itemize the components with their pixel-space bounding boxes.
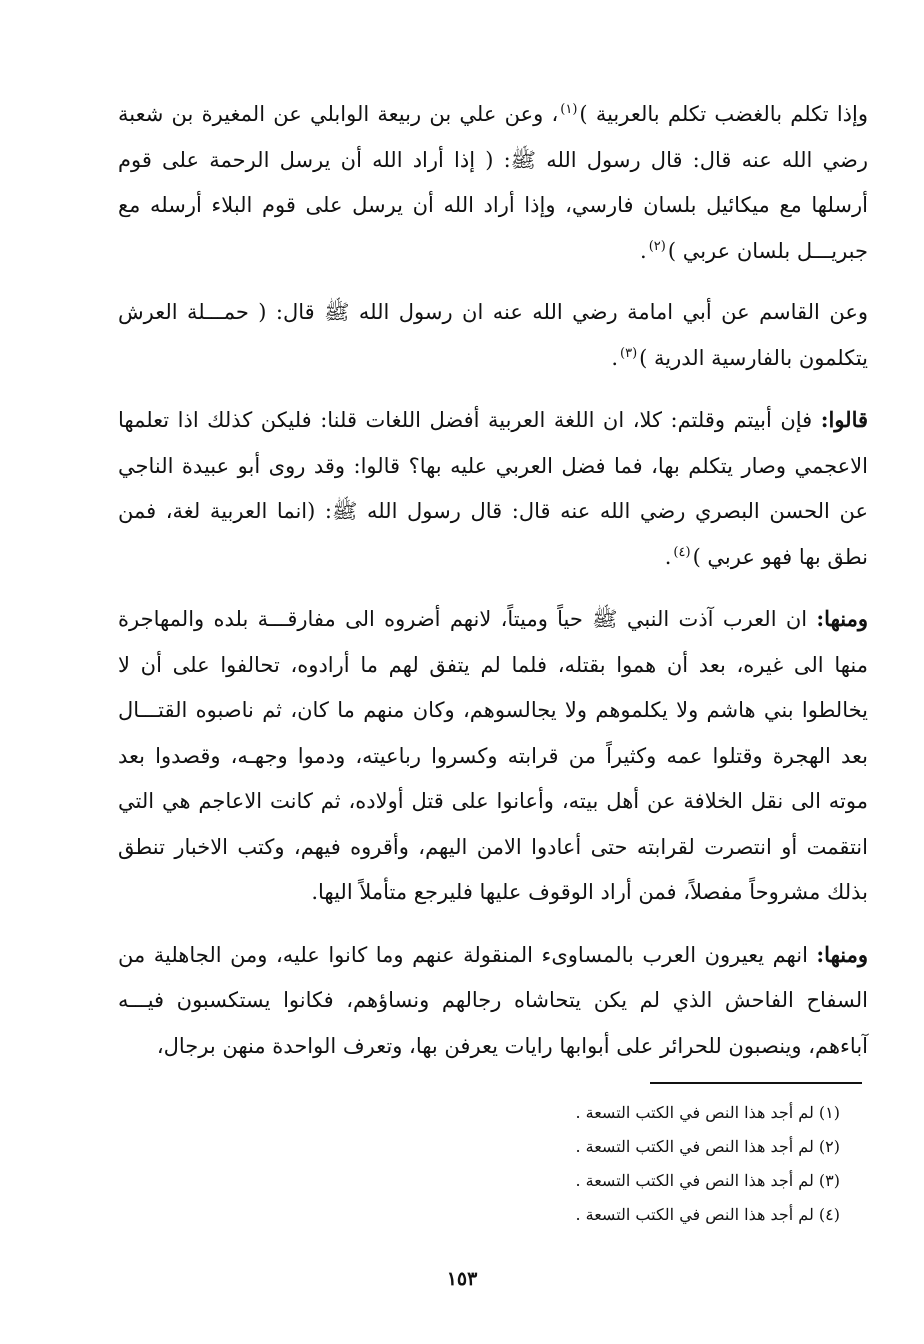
- paragraph-5: [118, 932, 868, 1070]
- paragraph-lead: ومنها:: [816, 941, 868, 967]
- page-number: ١٥٣: [446, 1268, 478, 1290]
- paragraph-3: [118, 397, 868, 580]
- paragraph-text: ، وعن علي بن ربيعة الوابلي عن المغيرة بن شعبة رضي الله عنه قال: قال رسول الله ﷺ: ( إذا أراد الله أن يرسل الرحمة على قوم أرسلها مع ميكائيل بلسان فارسي، وإذا أراد الله أن يرسل على قوم البلاء أرسله مع جبريـــل بلسان عربي ): [118, 102, 868, 263]
- paragraph-text: فإن أبيتم وقلتم: كلا، ان اللغة العربية أفضل اللغات قلنا: فليكن كذلك اذا تعلمها الاعجمي وصار يتكلم بها، فما فضل العربي عليه بها؟ قالوا: وقد روى أبو عبيدة الناجي عن الحسن البصري رضي الله عنه قال: قال رسول الله ﷺ: (انما العربية لغة، فمن نطق بها فهو عربي ): [118, 408, 868, 569]
- paragraph-text: وعن القاسم عن أبي امامة رضي الله عنه ان رسول الله ﷺ قال: ( حمـــلة العرش يتكلمون بالفارسية الدرية ): [118, 300, 868, 370]
- main-text: [118, 92, 868, 1069]
- footnote-ref-4: (٤): [673, 544, 691, 560]
- footnote-1: (١) لم أجد هذا النص في الكتب التسعة .: [575, 1103, 840, 1122]
- paragraph-text: ان العرب آذت النبي ﷺ حياً وميتاً، لانهم أضروه الى مفارقـــة بلده والمهاجرة منها الى غيره، بعد أن هموا بقتله، فلما لم يتفق لهم ما أرادوه، تحالفوا على أن لا يخالطوا بني هاشم ولا يكلموهم ولا يجالسوهم، وكان منهم ما كان، ثم ناصبوه القتـــال بعد الهجرة وقتلوا عمه وكثيراً من قرابته وكسروا رباعيته، ودموا وجهـه، وقصدوا بعد موته الى نقل الخلافة عن أهل بيته، وأعانوا على قتل أولاده، ثم كانت الاعاجم هي التي انتقمت أو انتصرت لقرابته حتى أعادوا الامن اليهم، وأقروه فيهم، وكتب الاخبار تنطق بذلك مشروحاً مفصلاً، فمن أراد الوقوف عليها فليرجع متأملاً اليها.: [118, 607, 868, 904]
- footnote-ref-2: (٢): [648, 238, 666, 254]
- footnotes: [400, 1096, 840, 1232]
- paragraph-text: وإذا تكلم بالغضب تكلم بالعربية ): [579, 102, 869, 126]
- paragraph-text: .: [640, 238, 647, 263]
- paragraph-lead: ومنها:: [816, 606, 868, 631]
- footnote-3: (٣) لم أجد هذا النص في الكتب التسعة .: [575, 1171, 840, 1190]
- paragraph-text: انهم يعيرون العرب بالمساوىء المنقولة عنهم وما كانوا عليه، ومن الجاهلية من السفاح الفاحش الذي لم يكن يتحاشاه رجالهم ونساؤهم، فكانوا يستكسبون فيـــه آباءهم، وينصبون للحرائر على أبوابها رايات يعرفن بها، وتعرف الواحدة منهن برجال،: [118, 942, 868, 1058]
- paragraph-1: [118, 92, 868, 274]
- paragraph-4: [118, 596, 868, 916]
- footnote-4: (٤) لم أجد هذا النص في الكتب التسعة .: [575, 1205, 840, 1224]
- paragraph-2: [118, 290, 868, 381]
- paragraph-lead: قالوا:: [820, 407, 869, 432]
- paragraph-text: .: [611, 345, 618, 370]
- footnote-divider: [650, 1082, 862, 1084]
- footnote-2: (٢) لم أجد هذا النص في الكتب التسعة .: [575, 1137, 840, 1156]
- paragraph-text: .: [664, 544, 672, 569]
- footnote-ref-1: (١): [560, 102, 578, 117]
- footnote-ref-3: (٣): [620, 345, 638, 361]
